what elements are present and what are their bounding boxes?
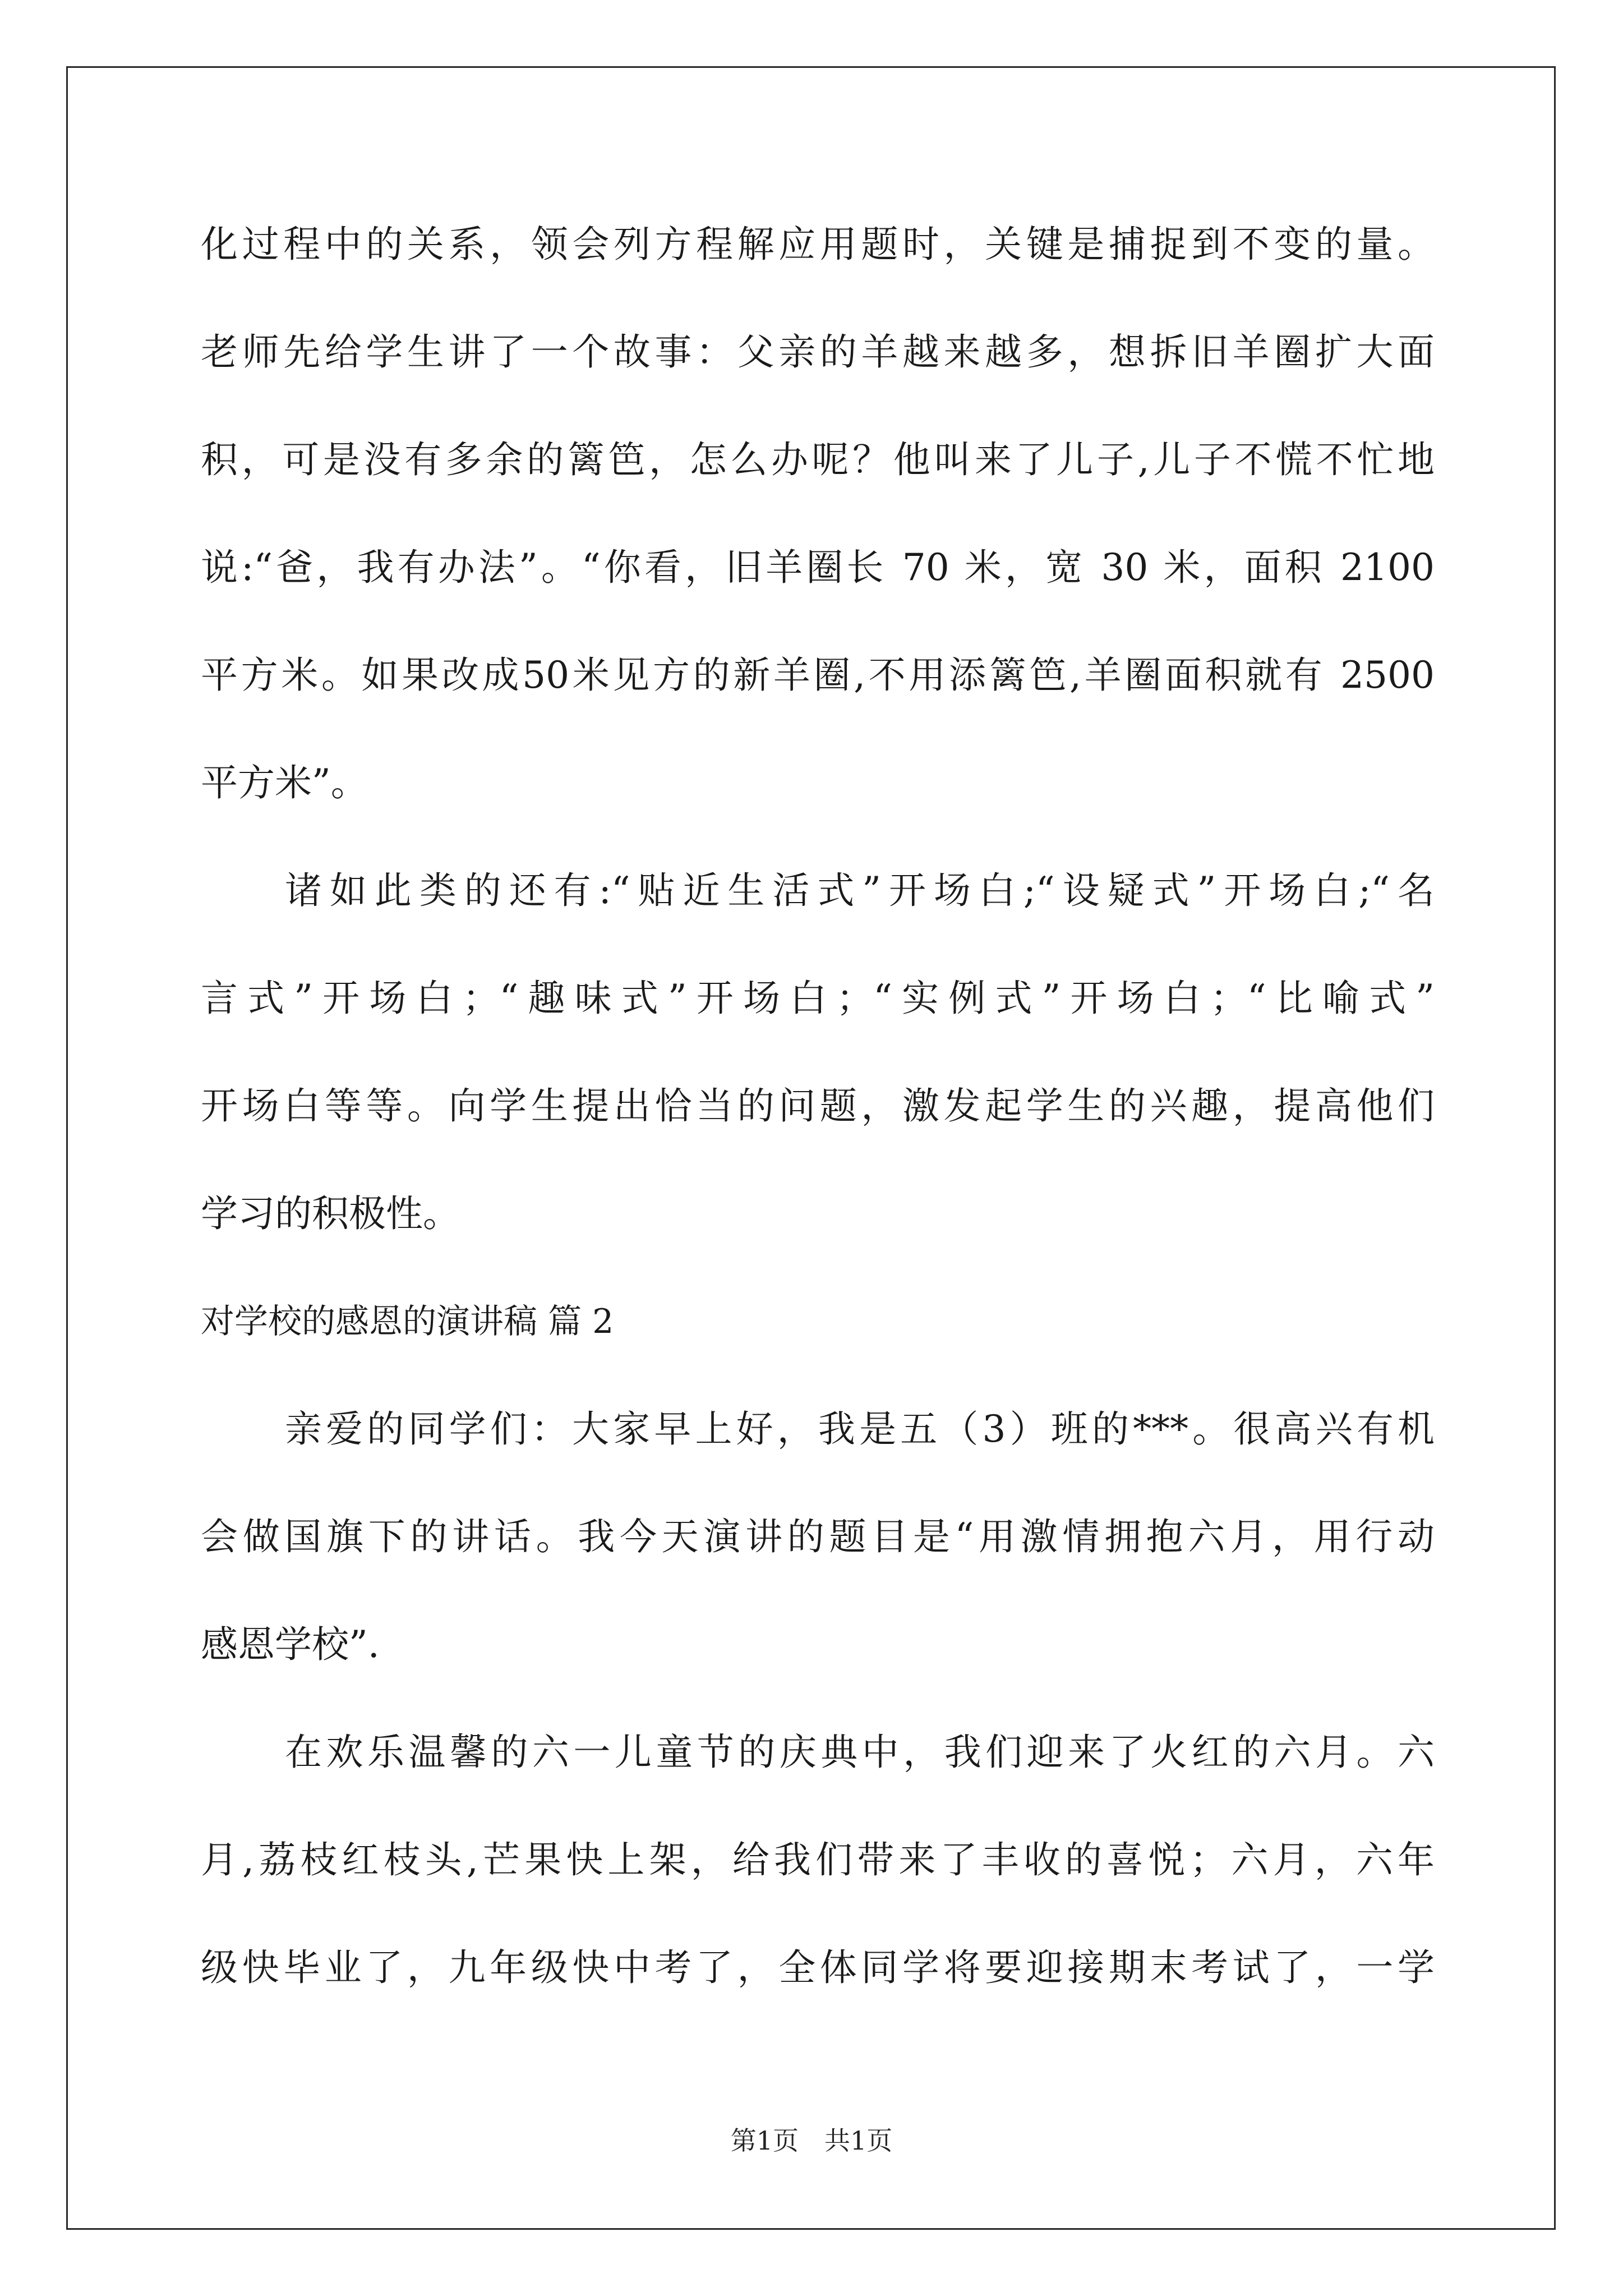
text-line xyxy=(201,729,1435,837)
line-text: 亲爱的同学们：大家早上好，我是五（3）班的***。很高兴有机 xyxy=(285,1407,1435,1451)
line-text: 言式”开场白；“趣味式”开场白；“实例式”开场白；“比喻式” xyxy=(201,977,1435,1020)
line-text: 平方米”。 xyxy=(201,761,368,804)
text-line xyxy=(201,1052,1435,1160)
text-line xyxy=(201,1483,1435,1591)
line-text: 级快毕业了，九年级快中考了，全体同学将要迎接期末考试了，一学 xyxy=(201,1946,1435,1989)
line-text: 对学校的感恩的演讲稿 篇 2 xyxy=(201,1302,614,1341)
text-line xyxy=(201,622,1435,729)
line-text: 在欢乐温馨的六一儿童节的庆典中，我们迎来了火红的六月。六 xyxy=(285,1731,1435,1774)
line-text: 老师先给学生讲了一个故事：父亲的羊越来越多，想拆旧羊圈扩大面 xyxy=(201,330,1435,374)
text-line xyxy=(201,1591,1435,1699)
line-text: 诸如此类的还有:“贴近生活式”开场白;“设疑式”开场白;“名 xyxy=(285,869,1435,912)
line-text: 学习的积极性。 xyxy=(201,1192,460,1235)
line-text: 月,荔枝红枝头,芒果快上架，给我们带来了丰收的喜悦；六月，六年 xyxy=(201,1838,1435,1881)
text-line xyxy=(201,298,1435,406)
line-text: 平方米。如果改成50米见方的新羊圈,不用添篱笆,羊圈面积就有 2500 xyxy=(201,654,1435,697)
text-line xyxy=(201,1160,1435,1268)
text-line xyxy=(201,837,1435,945)
text-line xyxy=(201,514,1435,622)
text-line xyxy=(201,406,1435,514)
page-footer: 第1页 共1页 xyxy=(730,2125,893,2156)
line-text: 说:“爸，我有办法”。“你看，旧羊圈长 70 米，宽 30 米，面积 2100 xyxy=(201,546,1435,589)
text-line xyxy=(201,1914,1435,2022)
line-text: 会做国旗下的讲话。我今天演讲的题目是“用激情拥抱六月，用行动 xyxy=(201,1515,1435,1558)
text-line xyxy=(201,1806,1435,1914)
text-line xyxy=(201,945,1435,1052)
document-body xyxy=(201,191,1435,2022)
section-heading xyxy=(201,1268,1435,1375)
line-text: 积，可是没有多余的篱笆，怎么办呢？他叫来了儿子,儿子不慌不忙地 xyxy=(201,438,1435,481)
text-line xyxy=(201,1699,1435,1806)
text-line xyxy=(201,191,1435,298)
line-text: 化过程中的关系，领会列方程解应用题时，关键是捕捉到不变的量。 xyxy=(201,223,1435,266)
line-text: 感恩学校”. xyxy=(201,1623,380,1666)
text-line xyxy=(201,1375,1435,1483)
line-text: 开场白等等。向学生提出恰当的问题，激发起学生的兴趣，提高他们 xyxy=(201,1084,1435,1128)
